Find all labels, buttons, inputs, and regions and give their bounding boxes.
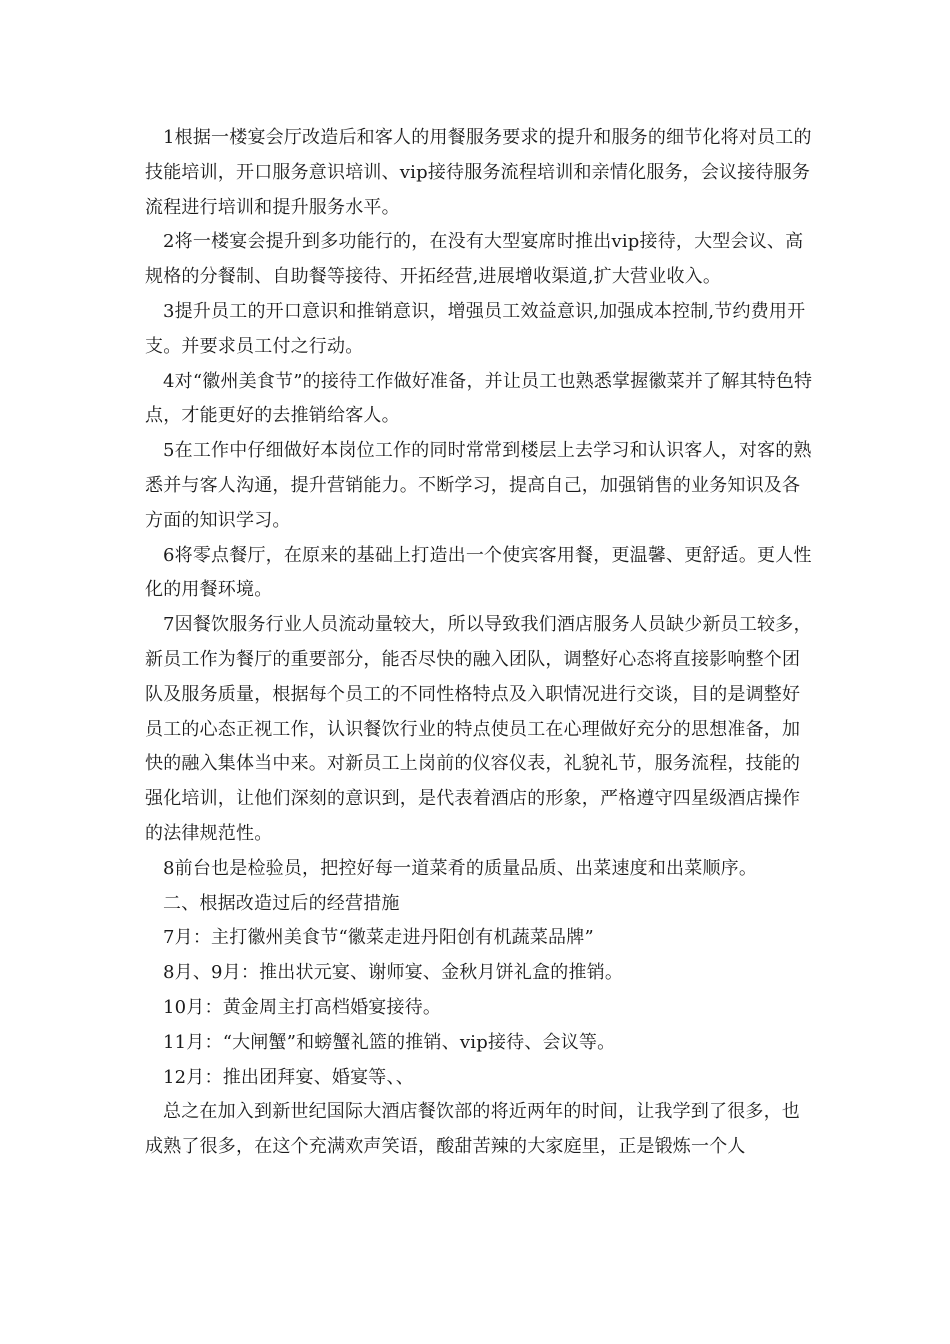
plan-november: 11月：“大闸蟹”和螃蟹礼篮的推销、vip接待、会议等。 [163, 1031, 616, 1053]
closing-paragraph: 总之在加入到新世纪国际大酒店餐饮部的将近两年的时间，让我学到了很多，也成熟了很多，在这个充满欢声笑语，酸甜苦辣的大家庭里，正是锻炼一个人 [145, 1101, 800, 1158]
plan-july: 7月：主打徽州美食节“徽菜走进丹阳创有机蔬菜品牌” [163, 927, 594, 949]
paragraph-1: 1根据一楼宴会厅改造后和客人的用餐服务要求的提升和服务的细节化将对员工的技能培训，开口服务意识培训、vip接待服务流程培训和亲情化服务，会议接待服务流程进行培训和提升服务水平。 [145, 127, 812, 218]
document-body [145, 121, 815, 1165]
plan-december: 12月：推出团拜宴、婚宴等、、 [163, 1066, 414, 1088]
paragraph-5: 5在工作中仔细做好本岗位工作的同时常常到楼层上去学习和认识客人，对客的熟悉并与客人沟通，提升营销能力。不断学习，提高自己，加强销售的业务知识及各方面的知识学习。 [145, 440, 812, 531]
paragraph-8: 8前台也是检验员，把控好每一道菜肴的质量品质、出菜速度和出菜顺序。 [163, 857, 758, 879]
paragraph-3: 3提升员工的开口意识和推销意识，增强员工效益意识,加强成本控制,节约费用开支。并要求员工付之行动。 [145, 300, 806, 357]
plan-october: 10月：黄金周主打高档婚宴接待。 [163, 996, 442, 1018]
paragraph-4: 4对“徽州美食节”的接待工作做好准备，并让员工也熟悉掌握徽菜并了解其特色特点，才能更好的去推销给客人。 [145, 370, 813, 427]
plan-aug-sep: 8月、9月：推出状元宴、谢师宴、金秋月饼礼盒的推销。 [163, 962, 624, 984]
paragraph-2: 2将一楼宴会提升到多功能行的，在没有大型宴席时推出vip接待，大型会议、高规格的分餐制、自助餐等接待、开拓经营,进展增收渠道,扩大营业收入。 [145, 231, 804, 288]
paragraph-7: 7因餐饮服务行业人员流动量较大，所以导致我们酒店服务人员缺少新员工较多，新员工作为餐厅的重要部分，能否尽快的融入团队，调整好心态将直接影响整个团队及服务质量，根据每个员工的不同性格特点及入职情况进行交谈，目的是调整好员工的心态正视工作，认识餐饮行业的特点使员工在心理做好充分的思想准备，加快的融入集体当中来。对新员工上岗前的仪容仪表，礼貌礼节，服务流程，技能的强化培训，让他们深刻的意识到，是代表着酒店的形象，严格遵守四星级酒店操作的法律规范性。 [145, 614, 812, 844]
section-heading: 二、根据改造过后的经营措施 [163, 892, 400, 914]
paragraph-6: 6将零点餐厅，在原来的基础上打造出一个使宾客用餐，更温馨、更舒适。更人性化的用餐环境。 [145, 544, 812, 601]
